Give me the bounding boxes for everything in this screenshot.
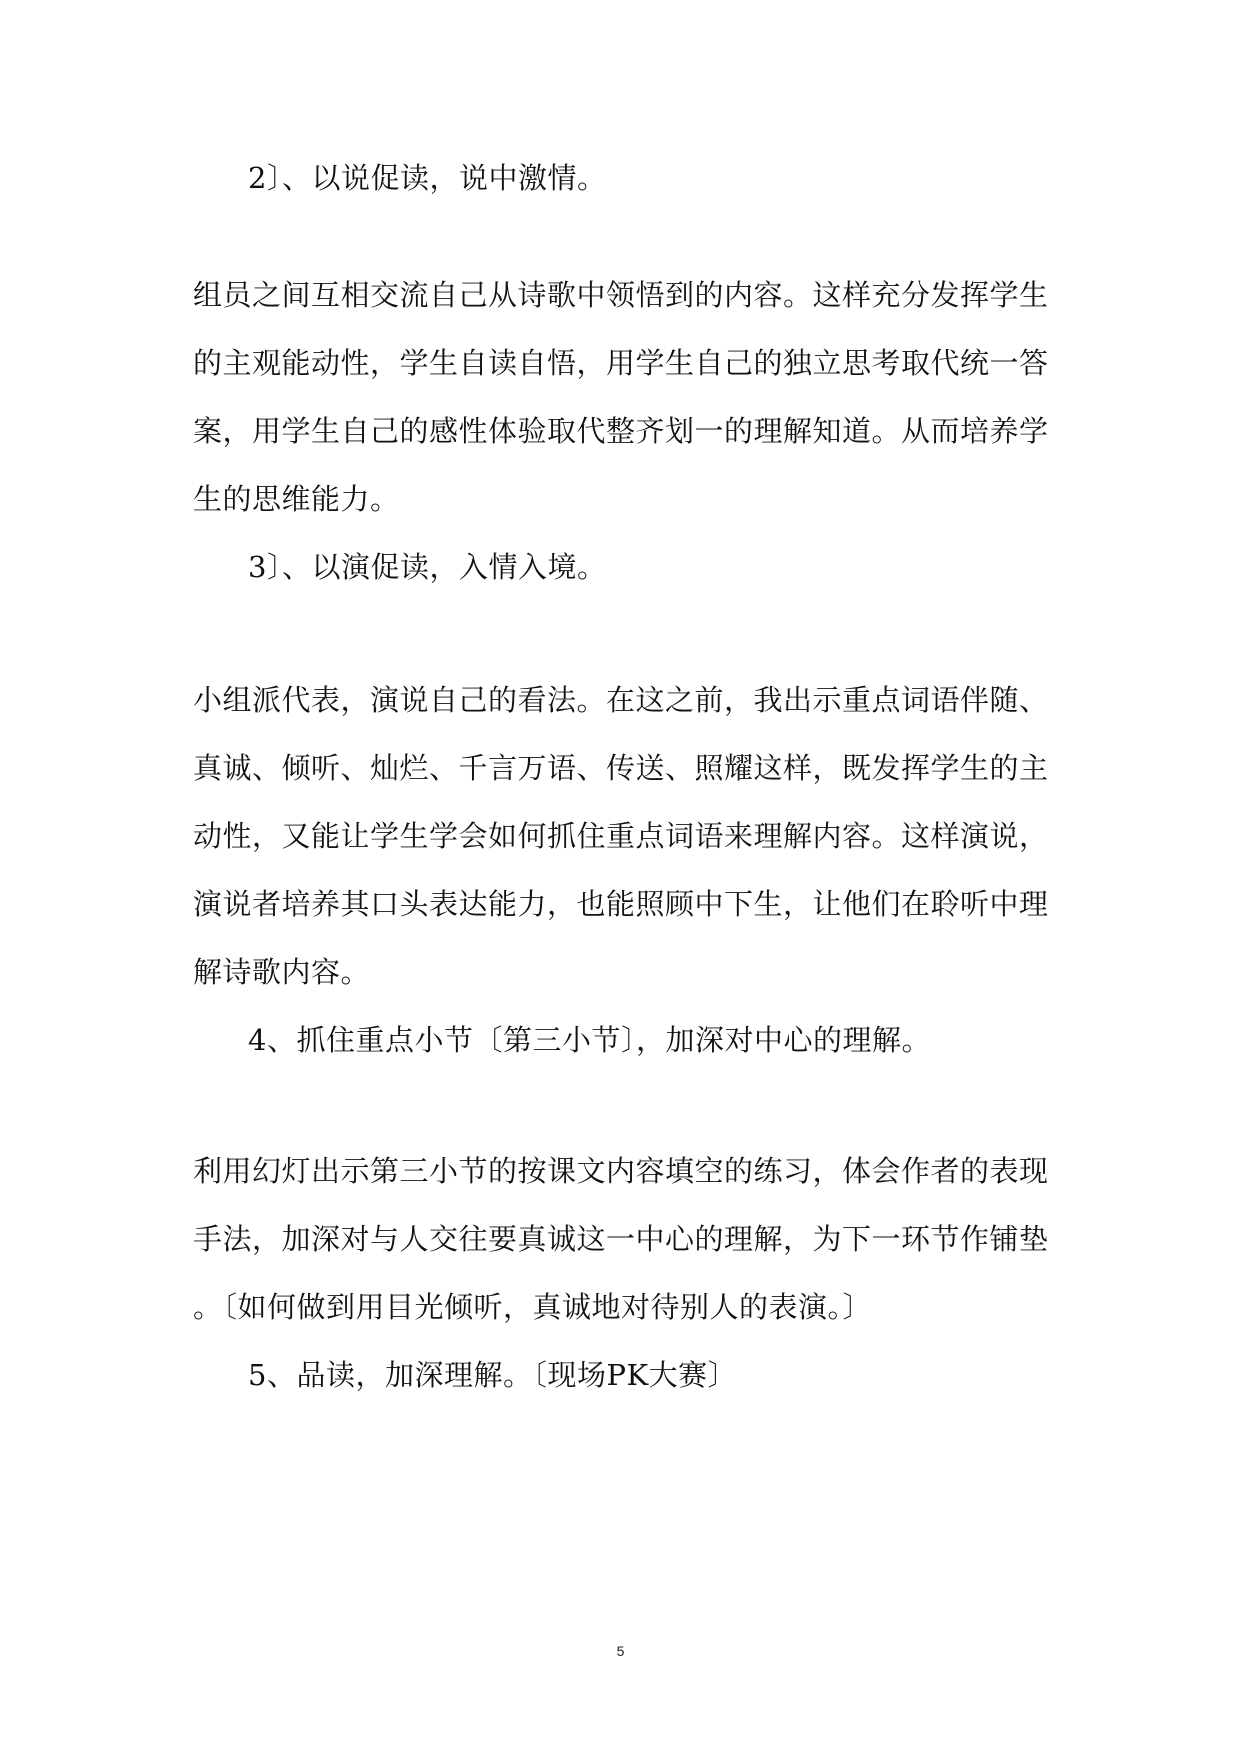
paragraph-line: 利用幻灯出示第三小节的按课文内容填空的练习，体会作者的表现 [193, 1154, 1049, 1188]
paragraph-line: 动性，又能让学生学会如何抓住重点词语来理解内容。这样演说， [193, 819, 1049, 853]
subheading-3: 3〕、以演促读，入情入境。 [248, 550, 607, 584]
paragraph-line: 小组派代表，演说自己的看法。在这之前，我出示重点词语伴随、 [193, 683, 1049, 717]
section-heading-4: 4、抓住重点小节〔第三小节〕，加深对中心的理解。 [248, 1023, 931, 1057]
paragraph-line: 手法，加深对与人交往要真诚这一中心的理解，为下一环节作铺垫 [193, 1222, 1049, 1256]
paragraph-line: 的主观能动性，学生自读自悟，用学生自己的独立思考取代统一答 [193, 346, 1049, 380]
paragraph-line: 解诗歌内容。 [193, 955, 371, 989]
paragraph-line: 真诚、倾听、灿烂、千言万语、传送、照耀这样，既发挥学生的主 [193, 751, 1049, 785]
paragraph-line: 。〔如何做到用目光倾听，真诚地对待别人的表演。〕 [193, 1290, 873, 1324]
paragraph-line: 组员之间互相交流自己从诗歌中领悟到的内容。这样充分发挥学生 [193, 278, 1049, 312]
paragraph-line: 生的思维能力。 [193, 482, 400, 516]
section-heading-5: 5、品读，加深理解。〔现场PK大赛〕 [248, 1358, 738, 1392]
page-number: 5 [616, 1643, 625, 1659]
paragraph-line: 演说者培养其口头表达能力，也能照顾中下生，让他们在聆听中理 [193, 887, 1049, 921]
paragraph-line: 案，用学生自己的感性体验取代整齐划一的理解知道。从而培养学 [193, 414, 1049, 448]
subheading-2: 2〕、以说促读，说中激情。 [248, 161, 607, 195]
